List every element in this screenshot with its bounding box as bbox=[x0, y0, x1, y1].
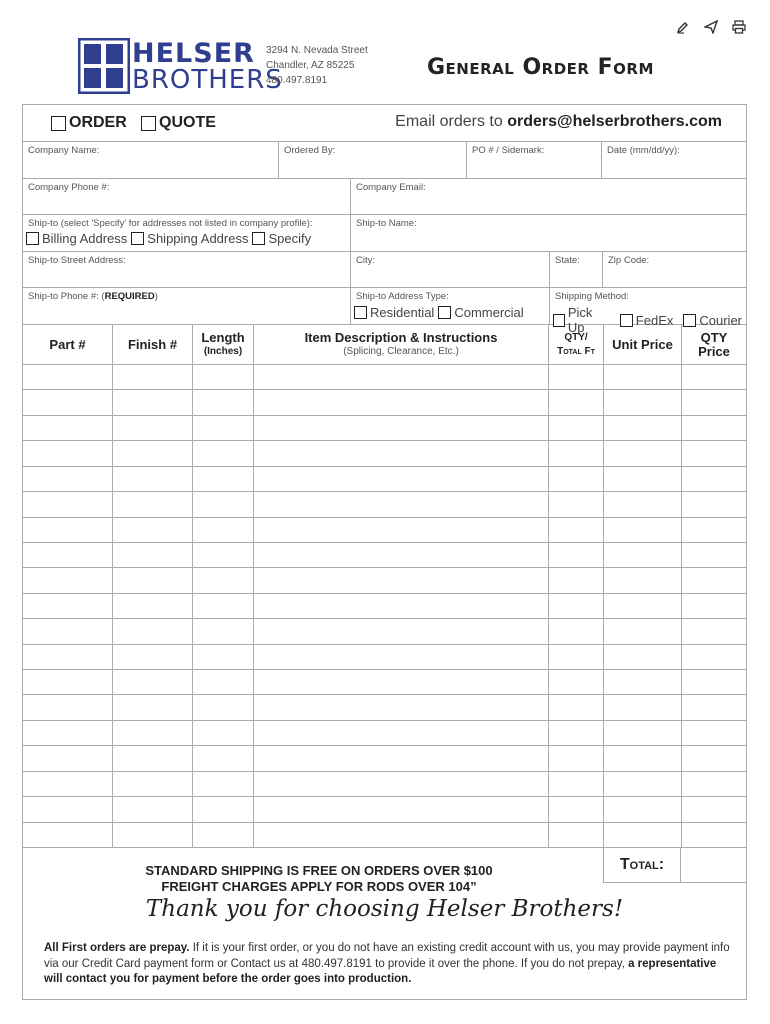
table-row bbox=[23, 416, 746, 441]
toolbar bbox=[674, 18, 748, 36]
print-icon[interactable] bbox=[730, 18, 748, 36]
finish-cell[interactable] bbox=[113, 365, 193, 389]
header-qty-price-label: QTY bbox=[700, 330, 728, 345]
qty-price-cell[interactable] bbox=[682, 467, 746, 491]
zip-label: Zip Code: bbox=[608, 255, 650, 266]
table-row bbox=[23, 518, 746, 543]
header-unit-price bbox=[604, 325, 682, 365]
email-address[interactable]: orders@helserbrothers.com bbox=[507, 113, 722, 130]
ship-to-phone-field[interactable] bbox=[23, 288, 351, 324]
qty-price-cell[interactable] bbox=[682, 797, 746, 821]
items-table-body bbox=[23, 365, 746, 848]
finish-cell[interactable] bbox=[113, 467, 193, 491]
header-length-label: Length bbox=[201, 330, 245, 345]
description-cell[interactable] bbox=[254, 695, 549, 719]
residential-label: Residential bbox=[370, 305, 435, 320]
qty-price-cell[interactable] bbox=[682, 441, 746, 465]
items-table-header bbox=[23, 325, 746, 365]
qty-price-cell[interactable] bbox=[682, 772, 746, 796]
table-row bbox=[23, 492, 746, 517]
order-type-row bbox=[23, 105, 746, 142]
qty-cell[interactable] bbox=[549, 645, 604, 669]
finish-cell[interactable] bbox=[113, 492, 193, 516]
page-title: General Order Form bbox=[427, 55, 654, 80]
description-cell[interactable] bbox=[254, 441, 549, 465]
form-row-contact bbox=[23, 179, 746, 215]
unit-price-cell[interactable] bbox=[604, 695, 682, 719]
required-label: REQUIRED bbox=[104, 291, 155, 302]
qty-price-cell[interactable] bbox=[682, 594, 746, 618]
qty-cell[interactable] bbox=[549, 695, 604, 719]
billing-address-label: Billing Address bbox=[42, 231, 128, 246]
description-cell[interactable] bbox=[254, 467, 549, 491]
description-cell[interactable] bbox=[254, 518, 549, 542]
qty-cell[interactable] bbox=[549, 568, 604, 592]
qty-cell[interactable] bbox=[549, 797, 604, 821]
description-cell[interactable] bbox=[254, 823, 549, 847]
qty-price-cell[interactable] bbox=[682, 518, 746, 542]
city-label: City: bbox=[356, 255, 375, 266]
qty-cell[interactable] bbox=[549, 823, 604, 847]
address-type-field bbox=[351, 288, 550, 324]
ship-to-select-field bbox=[23, 215, 351, 251]
qty-cell[interactable] bbox=[549, 670, 604, 694]
finish-cell[interactable] bbox=[113, 695, 193, 719]
ship-to-phone-paren-close: ) bbox=[154, 291, 158, 302]
table-row bbox=[23, 721, 746, 746]
table-row bbox=[23, 543, 746, 568]
email-instructions bbox=[395, 113, 722, 131]
address-line1: 3294 N. Nevada Street bbox=[266, 45, 368, 56]
shipping-note-line1: STANDARD SHIPPING IS FREE ON ORDERS OVER $100 bbox=[145, 863, 493, 878]
form-row-address bbox=[23, 252, 746, 288]
quote-label: QUOTE bbox=[159, 114, 216, 131]
unit-price-cell[interactable] bbox=[604, 594, 682, 618]
length-cell[interactable] bbox=[193, 594, 254, 618]
header-finish bbox=[113, 325, 193, 365]
finish-cell[interactable] bbox=[113, 518, 193, 542]
part-cell[interactable] bbox=[23, 823, 113, 847]
length-cell[interactable] bbox=[193, 365, 254, 389]
part-cell[interactable] bbox=[23, 390, 113, 414]
commercial-option[interactable] bbox=[438, 305, 523, 320]
table-row bbox=[23, 365, 746, 390]
form-row-company bbox=[23, 142, 746, 179]
description-cell[interactable] bbox=[254, 645, 549, 669]
part-cell[interactable] bbox=[23, 416, 113, 440]
length-cell[interactable] bbox=[193, 772, 254, 796]
length-cell[interactable] bbox=[193, 467, 254, 491]
brand-name-top: HELSER bbox=[132, 38, 255, 69]
specify-option[interactable] bbox=[252, 231, 311, 246]
finish-cell[interactable] bbox=[113, 670, 193, 694]
specify-label: Specify bbox=[268, 231, 312, 246]
qty-price-cell[interactable] bbox=[682, 416, 746, 440]
description-cell[interactable] bbox=[254, 416, 549, 440]
address-line2: Chandler, AZ 85225 bbox=[266, 60, 355, 71]
description-cell[interactable] bbox=[254, 365, 549, 389]
company-name-field[interactable] bbox=[23, 142, 279, 178]
length-cell[interactable] bbox=[193, 645, 254, 669]
qty-price-cell[interactable] bbox=[682, 746, 746, 770]
po-sidemark-field[interactable] bbox=[467, 142, 602, 178]
table-row bbox=[23, 441, 746, 466]
length-cell[interactable] bbox=[193, 518, 254, 542]
header-qty-label: QTY/ bbox=[564, 332, 588, 343]
description-cell[interactable] bbox=[254, 390, 549, 414]
thank-you-message: Thank you for choosing Helser Brothers! bbox=[145, 896, 624, 922]
total-label: Total: bbox=[603, 848, 681, 883]
length-cell[interactable] bbox=[193, 492, 254, 516]
table-row bbox=[23, 772, 746, 797]
address-type-label: Ship-to Address Type: bbox=[356, 291, 449, 302]
shipping-address-label: Shipping Address bbox=[147, 231, 249, 246]
courier-label: Courier bbox=[699, 312, 742, 328]
qty-cell[interactable] bbox=[549, 594, 604, 618]
qty-cell[interactable] bbox=[549, 746, 604, 770]
table-row bbox=[23, 695, 746, 720]
part-cell[interactable] bbox=[23, 772, 113, 796]
part-cell[interactable] bbox=[23, 543, 113, 567]
finish-cell[interactable] bbox=[113, 594, 193, 618]
send-icon[interactable] bbox=[702, 18, 720, 36]
table-row bbox=[23, 823, 746, 848]
table-row bbox=[23, 467, 746, 492]
qty-cell[interactable] bbox=[549, 492, 604, 516]
table-row bbox=[23, 645, 746, 670]
shipping-address-option[interactable] bbox=[131, 231, 248, 246]
qty-cell[interactable] bbox=[549, 772, 604, 796]
part-cell[interactable] bbox=[23, 797, 113, 821]
unit-price-cell[interactable] bbox=[604, 645, 682, 669]
qty-price-cell[interactable] bbox=[682, 568, 746, 592]
qty-price-cell[interactable] bbox=[682, 645, 746, 669]
unit-price-cell[interactable] bbox=[604, 772, 682, 796]
company-phone-label: Company Phone #: bbox=[28, 182, 110, 193]
finish-cell[interactable] bbox=[113, 619, 193, 643]
unit-price-cell[interactable] bbox=[604, 797, 682, 821]
table-row bbox=[23, 670, 746, 695]
finish-cell[interactable] bbox=[113, 746, 193, 770]
description-cell[interactable] bbox=[254, 594, 549, 618]
header-qty-price bbox=[682, 325, 746, 365]
header-description-label: Item Description & Instructions bbox=[304, 330, 498, 345]
finish-cell[interactable] bbox=[113, 645, 193, 669]
qty-price-cell[interactable] bbox=[682, 390, 746, 414]
length-cell[interactable] bbox=[193, 797, 254, 821]
unit-price-cell[interactable] bbox=[604, 670, 682, 694]
unit-price-cell[interactable] bbox=[604, 543, 682, 567]
unit-price-cell[interactable] bbox=[604, 416, 682, 440]
unit-price-cell[interactable] bbox=[604, 619, 682, 643]
qty-cell[interactable] bbox=[549, 365, 604, 389]
billing-address-option[interactable] bbox=[26, 231, 127, 246]
part-cell[interactable] bbox=[23, 365, 113, 389]
state-field[interactable] bbox=[550, 252, 603, 287]
finish-cell[interactable] bbox=[113, 823, 193, 847]
brand-logo bbox=[78, 38, 283, 95]
table-row bbox=[23, 594, 746, 619]
part-cell[interactable] bbox=[23, 441, 113, 465]
length-cell[interactable] bbox=[193, 619, 254, 643]
policy-bold-end: a representative will contact you for payment before the order goes into production. bbox=[44, 957, 717, 985]
qty-price-cell[interactable] bbox=[682, 823, 746, 847]
pick-up-label: Pick Up bbox=[567, 305, 593, 335]
part-cell[interactable] bbox=[23, 619, 113, 643]
order-form bbox=[22, 104, 747, 1000]
unit-price-cell[interactable] bbox=[604, 823, 682, 847]
length-cell[interactable] bbox=[193, 416, 254, 440]
header-description-sub: (Splicing, Clearance, Etc.) bbox=[343, 346, 459, 357]
part-cell[interactable] bbox=[23, 467, 113, 491]
unit-price-cell[interactable] bbox=[604, 365, 682, 389]
fedex-label: FedEx bbox=[635, 312, 674, 328]
specify-checkbox[interactable] bbox=[252, 232, 265, 245]
length-cell[interactable] bbox=[193, 695, 254, 719]
unit-price-cell[interactable] bbox=[604, 441, 682, 465]
residential-option[interactable] bbox=[354, 305, 434, 320]
finish-cell[interactable] bbox=[113, 441, 193, 465]
finish-cell[interactable] bbox=[113, 772, 193, 796]
part-cell[interactable] bbox=[23, 746, 113, 770]
part-cell[interactable] bbox=[23, 721, 113, 745]
shipping-note-line2: FREIGHT CHARGES APPLY FOR RODS OVER 104” bbox=[161, 879, 477, 894]
description-cell[interactable] bbox=[254, 721, 549, 745]
total-field[interactable] bbox=[681, 848, 746, 883]
company-email-label: Company Email: bbox=[356, 182, 426, 193]
table-row bbox=[23, 746, 746, 771]
commercial-checkbox[interactable] bbox=[438, 306, 451, 319]
description-cell[interactable] bbox=[254, 746, 549, 770]
zip-field[interactable] bbox=[603, 252, 746, 287]
date-label: Date (mm/dd/yy): bbox=[607, 145, 680, 156]
length-cell[interactable] bbox=[193, 823, 254, 847]
header-part bbox=[23, 325, 113, 365]
order-checkbox[interactable] bbox=[51, 116, 66, 131]
order-label: ORDER bbox=[69, 114, 127, 131]
table-row bbox=[23, 568, 746, 593]
description-cell[interactable] bbox=[254, 619, 549, 643]
form-row-ship-to bbox=[23, 215, 746, 252]
form-footer bbox=[23, 848, 746, 1000]
state-label: State: bbox=[555, 255, 580, 266]
quote-option[interactable] bbox=[141, 114, 216, 132]
qty-cell[interactable] bbox=[549, 518, 604, 542]
header-description bbox=[254, 325, 549, 365]
header-qty-price-sub: Price bbox=[698, 344, 730, 359]
length-cell[interactable] bbox=[193, 543, 254, 567]
company-name-label: Company Name: bbox=[28, 145, 100, 156]
header-length-unit: (Inches) bbox=[203, 346, 243, 357]
po-sidemark-label: PO # / Sidemark: bbox=[472, 145, 545, 156]
policy-bold-lead: All First orders are prepay. bbox=[44, 942, 190, 954]
finish-cell[interactable] bbox=[113, 543, 193, 567]
finish-cell[interactable] bbox=[113, 416, 193, 440]
qty-price-cell[interactable] bbox=[682, 695, 746, 719]
qty-price-cell[interactable] bbox=[682, 543, 746, 567]
city-field[interactable] bbox=[351, 252, 550, 287]
qty-cell[interactable] bbox=[549, 721, 604, 745]
length-cell[interactable] bbox=[193, 441, 254, 465]
qty-cell[interactable] bbox=[549, 467, 604, 491]
shipping-note bbox=[119, 863, 519, 895]
ship-to-options bbox=[26, 231, 315, 246]
part-cell[interactable] bbox=[23, 695, 113, 719]
unit-price-cell[interactable] bbox=[604, 746, 682, 770]
header-length bbox=[193, 325, 254, 365]
ship-to-select-label: Ship-to (select 'Specify' for addresses not listed in company profile): bbox=[28, 218, 313, 229]
ship-to-street-label: Ship-to Street Address: bbox=[28, 255, 126, 266]
order-option[interactable] bbox=[51, 114, 127, 132]
qty-price-cell[interactable] bbox=[682, 721, 746, 745]
header-qty bbox=[549, 325, 604, 365]
part-cell[interactable] bbox=[23, 492, 113, 516]
description-cell[interactable] bbox=[254, 568, 549, 592]
length-cell[interactable] bbox=[193, 390, 254, 414]
part-cell[interactable] bbox=[23, 670, 113, 694]
date-field[interactable] bbox=[602, 142, 746, 178]
part-cell[interactable] bbox=[23, 645, 113, 669]
unit-price-cell[interactable] bbox=[604, 492, 682, 516]
length-cell[interactable] bbox=[193, 670, 254, 694]
description-cell[interactable] bbox=[254, 797, 549, 821]
length-cell[interactable] bbox=[193, 746, 254, 770]
ordered-by-label: Ordered By: bbox=[284, 145, 336, 156]
qty-cell[interactable] bbox=[549, 619, 604, 643]
prepay-policy bbox=[44, 941, 734, 988]
description-cell[interactable] bbox=[254, 492, 549, 516]
company-address bbox=[266, 43, 368, 88]
header-part-label: Part # bbox=[49, 337, 86, 352]
part-cell[interactable] bbox=[23, 518, 113, 542]
description-cell[interactable] bbox=[254, 772, 549, 796]
ship-to-phone-label: Ship-to Phone #: bbox=[28, 291, 102, 302]
shipping-method-field bbox=[550, 288, 746, 335]
finish-cell[interactable] bbox=[113, 797, 193, 821]
ship-to-street-field[interactable] bbox=[23, 252, 351, 287]
header-finish-label: Finish # bbox=[127, 337, 178, 352]
unit-price-cell[interactable] bbox=[604, 721, 682, 745]
qty-cell[interactable] bbox=[549, 441, 604, 465]
quote-checkbox[interactable] bbox=[141, 116, 156, 131]
qty-price-cell[interactable] bbox=[682, 492, 746, 516]
table-row bbox=[23, 797, 746, 822]
unit-price-cell[interactable] bbox=[604, 568, 682, 592]
description-cell[interactable] bbox=[254, 670, 549, 694]
qty-cell[interactable] bbox=[549, 543, 604, 567]
finish-cell[interactable] bbox=[113, 568, 193, 592]
description-cell[interactable] bbox=[254, 543, 549, 567]
header-qty-sub: Total Ft bbox=[557, 346, 595, 357]
ship-to-phone-paren-open: ( bbox=[101, 291, 105, 302]
unit-price-cell[interactable] bbox=[604, 467, 682, 491]
policy-text: If it is your first order, or you do not have an existing credit account with us, you may provide payment info via our Credit Card payment form or Contact us at 480.497.8191 to provide it over the phone. If you do not prepay, bbox=[44, 942, 730, 970]
form-row-shipping bbox=[23, 288, 746, 335]
email-prefix: Email orders to bbox=[395, 113, 508, 130]
ship-to-name-field[interactable] bbox=[351, 215, 746, 251]
pen-icon[interactable] bbox=[674, 18, 692, 36]
length-cell[interactable] bbox=[193, 721, 254, 745]
company-phone-number: 480.497.8191 bbox=[266, 75, 328, 86]
address-type-options bbox=[354, 305, 528, 320]
logo-mark-icon bbox=[78, 38, 130, 94]
ship-to-name-label: Ship-to Name: bbox=[356, 218, 417, 229]
qty-cell[interactable] bbox=[549, 416, 604, 440]
shipping-method-label: Shipping Method: bbox=[555, 291, 629, 302]
qty-price-cell[interactable] bbox=[682, 670, 746, 694]
qty-price-cell[interactable] bbox=[682, 619, 746, 643]
commercial-label: Commercial bbox=[454, 305, 524, 320]
qty-cell[interactable] bbox=[549, 390, 604, 414]
finish-cell[interactable] bbox=[113, 721, 193, 745]
shipping-address-checkbox[interactable] bbox=[131, 232, 144, 245]
billing-address-checkbox[interactable] bbox=[26, 232, 39, 245]
part-cell[interactable] bbox=[23, 594, 113, 618]
header-unit-price-label: Unit Price bbox=[612, 337, 673, 352]
unit-price-cell[interactable] bbox=[604, 390, 682, 414]
qty-price-cell[interactable] bbox=[682, 365, 746, 389]
table-row bbox=[23, 619, 746, 644]
unit-price-cell[interactable] bbox=[604, 518, 682, 542]
part-cell[interactable] bbox=[23, 568, 113, 592]
finish-cell[interactable] bbox=[113, 390, 193, 414]
residential-checkbox[interactable] bbox=[354, 306, 367, 319]
company-phone-field[interactable] bbox=[23, 179, 351, 214]
company-email-field[interactable] bbox=[351, 179, 746, 214]
length-cell[interactable] bbox=[193, 568, 254, 592]
table-row bbox=[23, 390, 746, 415]
ordered-by-field[interactable] bbox=[279, 142, 467, 178]
brand-name-bottom: BROTHERS bbox=[132, 65, 283, 95]
